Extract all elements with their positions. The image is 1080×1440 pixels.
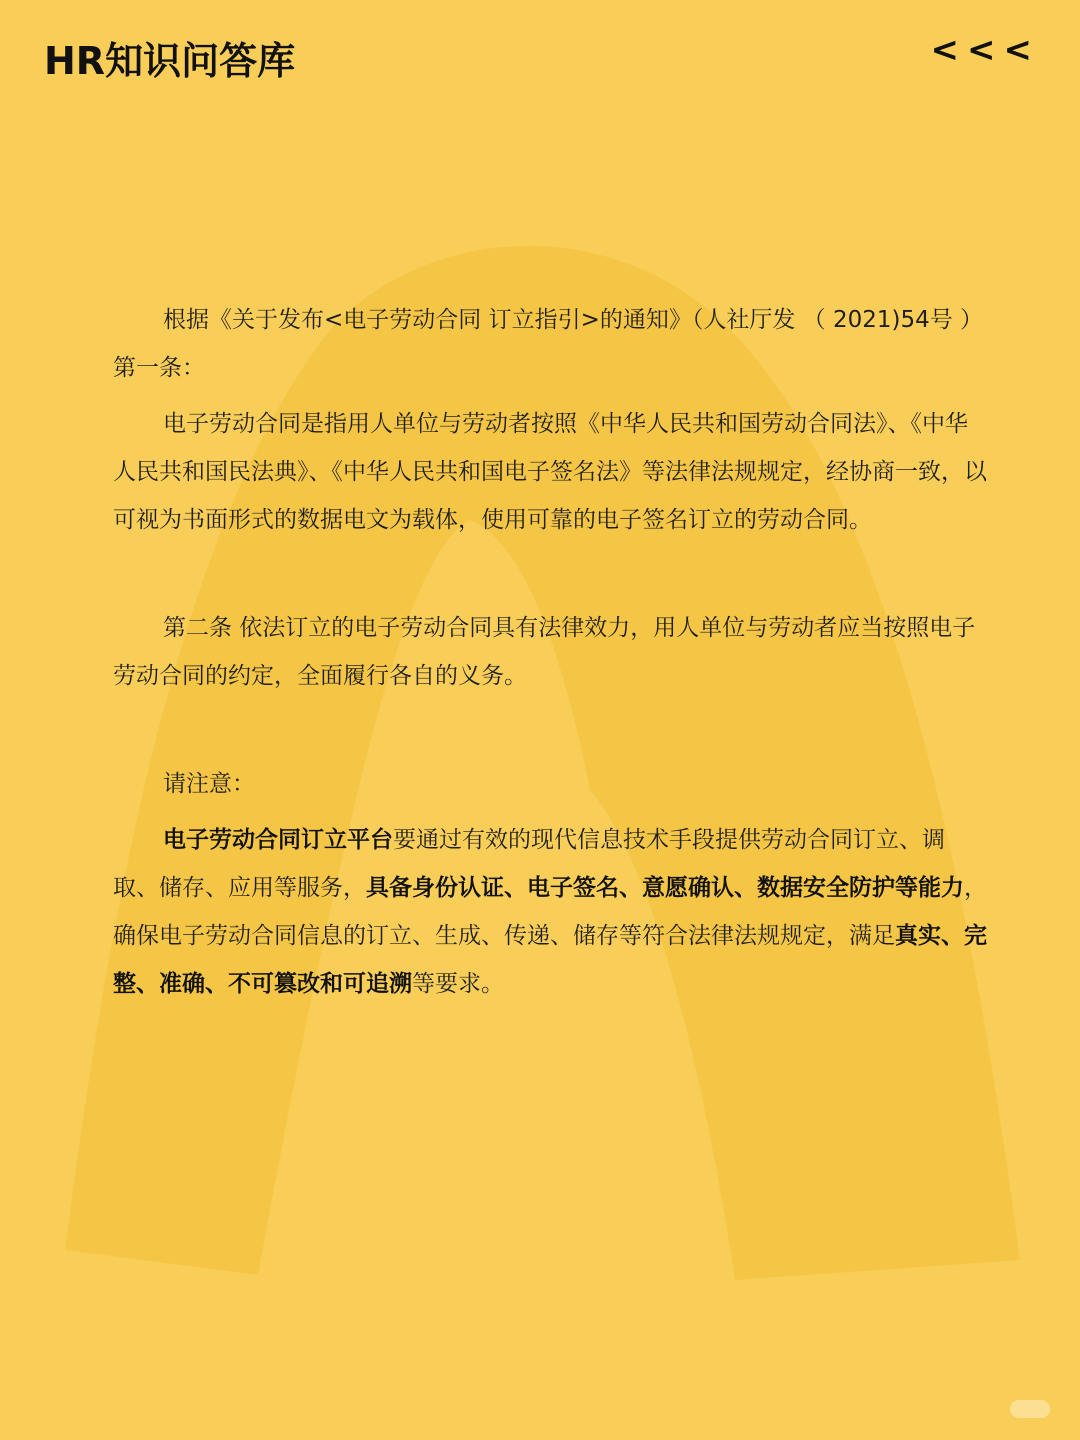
text-segment: 等要求。 <box>412 971 504 997</box>
page-title: HR知识问答库 <box>44 39 296 83</box>
paragraph-article-two: 第二条 依法订立的电子劳动合同具有法律效力，用人单位与劳动者应当按照电子劳动合同的约定，全面履行各自的义务。 <box>113 615 976 689</box>
bold-capabilities: 具备身份认证、电子签名、意愿确认、数据安全防护等能力 <box>366 875 964 901</box>
bold-requirements: 真实、完整、准确、不可篡改和可追溯 <box>113 923 987 997</box>
paragraph-source: 根据《关于发布<电子劳动合同 订立指引>的通知》（人社厅发 （ 2021)54号 ）第一条： <box>113 307 984 381</box>
back-arrows-icon[interactable]: <<< <box>930 30 1040 70</box>
bold-platform: 电子劳动合同订立平台 <box>163 827 393 853</box>
article-body <box>113 296 987 1008</box>
paragraph-notice <box>113 816 987 1008</box>
text-segment: ，确保电子劳动合同信息的订立、生成、传递、储存等符合法律法规规定，满足 <box>113 875 987 949</box>
watermark-badge <box>1010 1400 1050 1418</box>
paragraph-definition: 电子劳动合同是指用人单位与劳动者按照《中华人民共和国劳动合同法》、《中华 人民共和国民法典》、《中华人民共和国电子签名法》等法律法规规定，经协商一致，以可视为书面形式的数据电文为载体，使用可靠的电子签名订立的劳动合同。 <box>113 411 987 533</box>
text-segment: 要通过有效的现代信息技术手段提供劳动合同订立、调取、储存、应用等服务， <box>113 827 945 901</box>
paragraph-notice-heading: 请注意： <box>163 771 255 797</box>
